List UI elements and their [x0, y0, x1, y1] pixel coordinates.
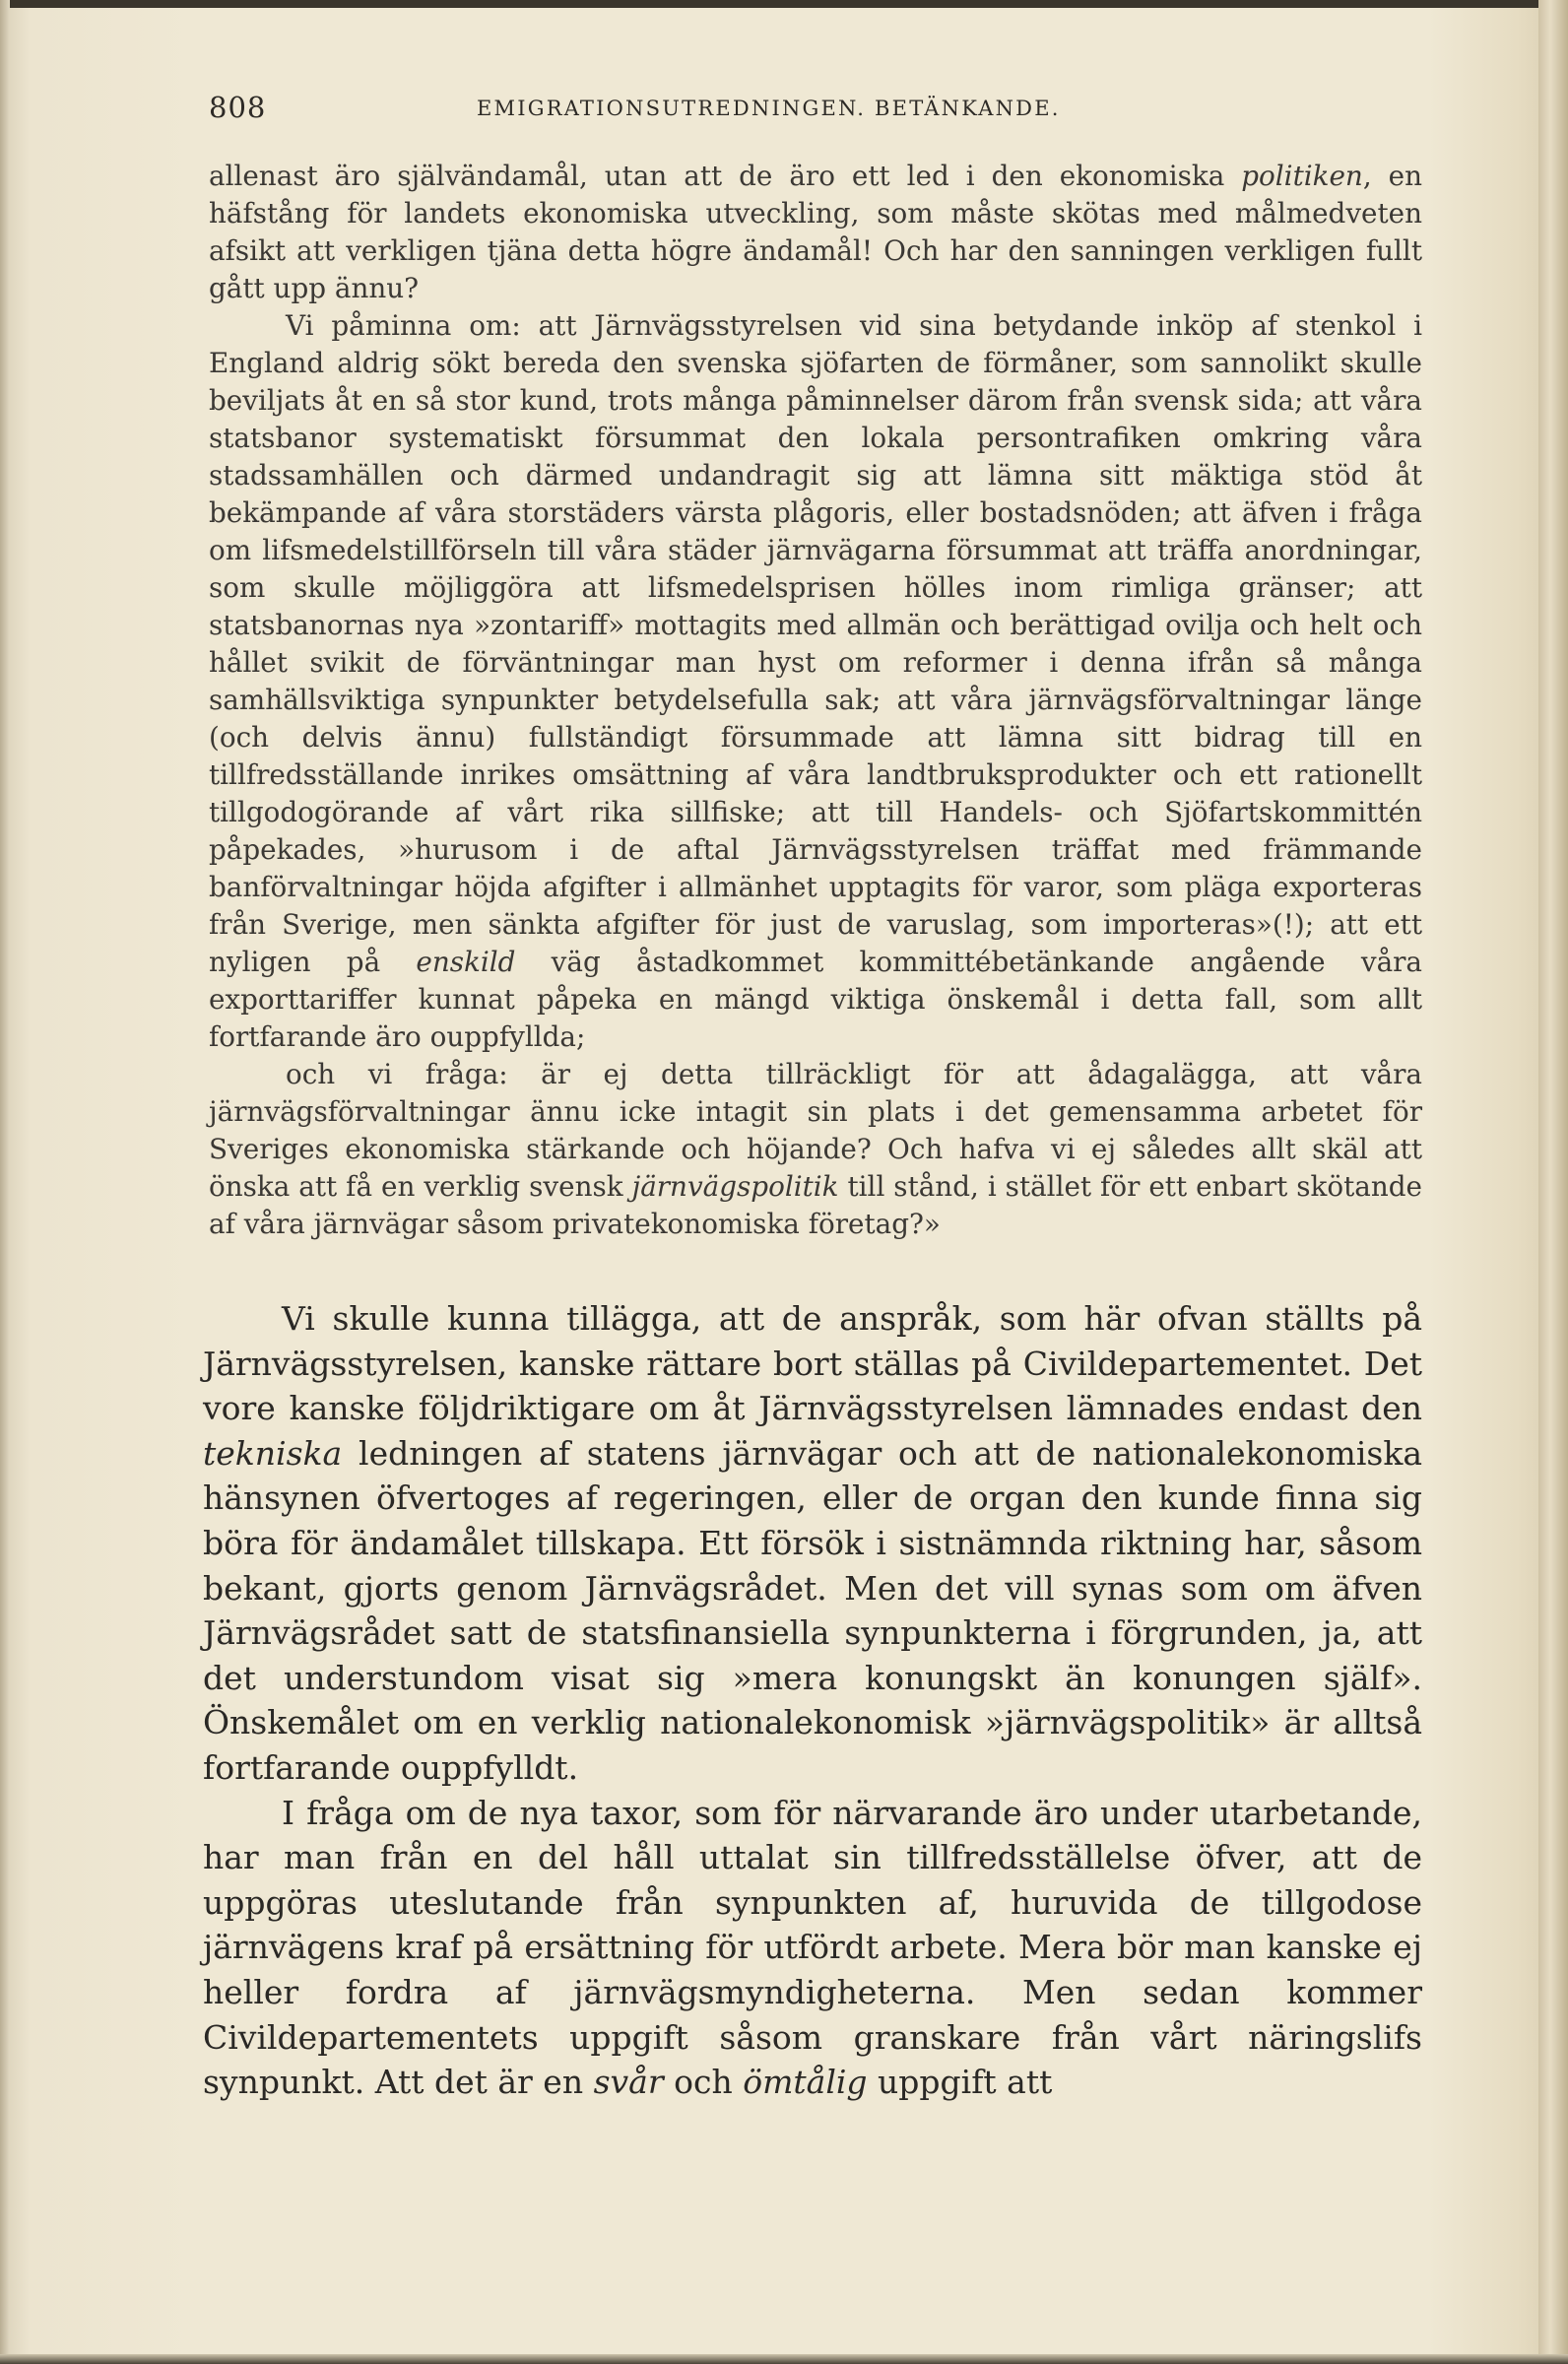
quoted-passage	[209, 158, 1422, 1243]
page-number: 808	[209, 91, 267, 124]
emphasis: politiken	[1241, 160, 1363, 192]
page-bottom-edge	[0, 2354, 1568, 2364]
quote-paragraph-2: Vi påminna om: att Järnvägsstyrelsen vid sina betydande inköp af stenkol i England aldrig sökt bereda den svenska sjöfarten de förmåner, som sannolikt skulle beviljats åt en så stor kund, trots många påminnelser därom från svensk sida; att våra statsbanor systematiskt försummat den lokala persontrafiken omkring våra stadssamhällen och därmed undandragit sig att lämna sitt mäktiga stöd åt bekämpande af våra storstäders värsta plågoris, eller bostadsnöden; att äfven i fråga om lifsmedelstillförseln till våra städer järnvägarna försummat att träffa anordningar, som skulle möjliggöra att lifsmedelsprisen hölles inom rimliga gränser; att statsbanornas nya »zontariff» mottagits med allmän och berättigad ovilja och helt och hållet svikit de förväntningar man hyst om reformer i denna ifrån så många samhällsviktiga synpunkter betydelsefulla sak; att våra järnvägsförvaltningar länge (och delvis ännu) fullständigt försummade att lämna sitt bidrag till en tillfredsställande inrikes omsättning af våra landtbruksprodukter och ett rationellt tillgodogörande af vårt rika sillfiske; att till Handels- och Sjöfartskommittén påpekades, »hurusom i de aftal Järnvägsstyrelsen träffat med främmande banförvaltningar höjda afgifter i allmänhet upptagits för varor, som pläga exporteras från Sverige, men sänkta afgifter för just de varuslag, som importeras»(!); att ett nyligen på enskild väg åstadkommet kommittébetänkande angående våra exporttariffer kunnat påpeka en mängd viktiga önskemål i detta fall, som allt fortfarande äro ouppfyllda;	[209, 309, 1422, 1053]
emphasis: svår	[593, 2063, 664, 2102]
page-top-edge	[0, 0, 1568, 8]
emphasis: ömtålig	[743, 2063, 868, 2102]
body-paragraph-2: I fråga om de nya taxor, som för närvarande äro under utarbetande, har man från en del håll uttalat sin tillfredsställelse öfver, att de uppgöras uteslutande från synpunkten af, huruvida de tillgodose järnvägens kraf på ersättning för utfördt arbete. Mera bör man kanske ej heller fordra af järnvägsmyndigheterna. Men sedan kommer Civildepartementets uppgift såsom granskare från vårt näringslifs synpunkt. Att det är en svår och ömtålig uppgift att	[203, 1793, 1422, 2102]
emphasis: järnvägspolitik	[631, 1170, 839, 1203]
quote-paragraph-3: och vi fråga: är ej detta tillräckligt för att ådagalägga, att våra järnvägsförvaltningar ännu icke intagit sin plats i det gemensamma arbetet för Sveriges ekonomiska stärkande och höjande? Och hafva vi ej således allt skäl att önska att få en verklig svensk järnvägspolitik till stånd, i stället för ett enbart skötande af våra järnvägar såsom privatekonomiska företag?»	[209, 1058, 1422, 1240]
body-paragraph-1: Vi skulle kunna tillägga, att de anspråk, som här ofvan ställts på Järnvägsstyrelsen, kanske rättare bort ställas på Civildepartementet. Det vore kanske följdriktigare om åt Järnvägsstyrelsen lämnades endast den tekniska ledningen af statens järnvägar och att de nationalekonomiska hänsynen öfvertoges af regeringen, eller de organ den kunde finna sig böra för ändamålet tillskapa. Ett försök i sistnämnda riktning har, såsom bekant, gjorts genom Järnvägsrådet. Men det vill synas som om äfven Järnvägsrådet satt de statsfinansiella synpunkterna i förgrunden, ja, att det understundom visat sig »mera konungskt än konungen själf». Önskemålet om en verklig nationalekonomisk »järnvägspolitik» är alltså fortfarande ouppfylldt.	[203, 1299, 1422, 1787]
emphasis: enskild	[416, 946, 516, 978]
page-header	[209, 91, 1420, 130]
running-title: EMIGRATIONSUTREDNINGEN. BETÄNKANDE.	[477, 97, 1061, 120]
quote-paragraph-1: allenast äro självändamål, utan att de äro ett led i den ekonomiska politiken, en häfstång för landets ekonomiska utveckling, som måste skötas med målmedveten afsikt att verkligen tjäna detta högre ändamål! Och har den sanningen verkligen fullt gått upp ännu?	[209, 160, 1422, 304]
page-left-edge	[0, 0, 10, 2364]
emphasis: tekniska	[203, 1433, 343, 1473]
body-text	[203, 1296, 1422, 2105]
page-right-edge	[1538, 0, 1568, 2364]
